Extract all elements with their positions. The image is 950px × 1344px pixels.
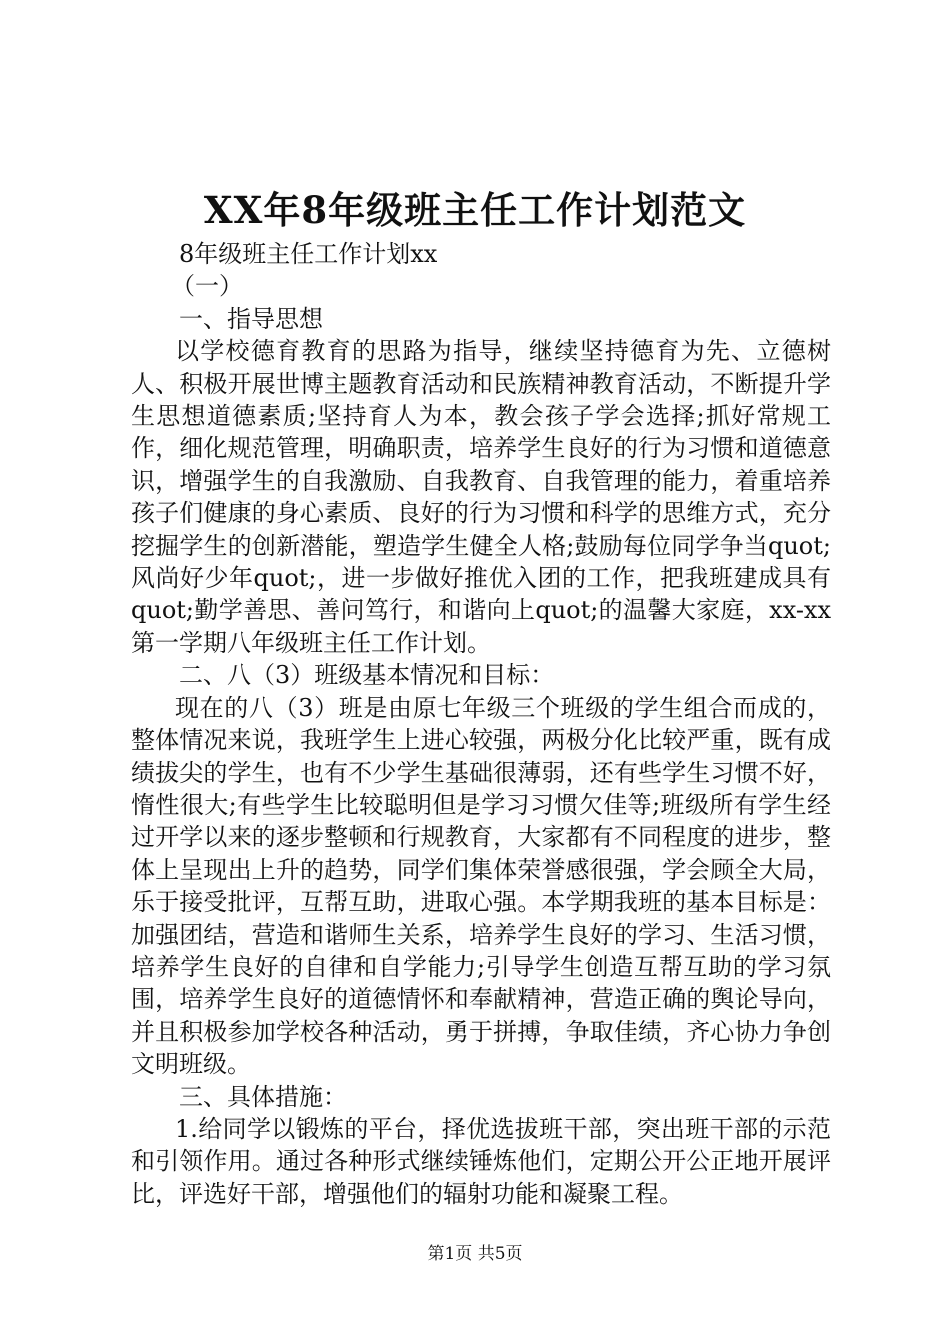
heading-guiding-ideology: 一、指导思想 [179,304,323,333]
paragraph-class-situation: 现在的八（3）班是由原七年级三个班级的学生组合而成的，整体情况来说，我班学生上进心较强，两极分化比较严重，既有成绩拔尖的学生，也有不少学生基础很薄弱，还有些学生习惯不好，惰性很大;有些学生比较聪明但是学习习惯欠佳等;班级所有学生经过开学以来的逐步整顿和行规教育，大家都有不同程度的进步，整体上呈现出上升的趋势，同学们集体荣誉感很强，学会顾全大局，乐于接受批评，互帮互助，进取心强。本学期我班的基本目标是：加强团结，营造和谐师生关系，培养学生良好的学习、生活习惯，培养学生良好的自律和自学能力;引导学生创造互帮互助的学习氛围，培养学生良好的道德情怀和奉献精神，营造正确的舆论导向，并且积极参加学校各种活动，勇于拼搏，争取佳绩，齐心协力争创文明班级。 [131,693,831,1079]
page-footer: 第1页 共5页 [427,1244,523,1264]
paragraph-guiding-ideology: 以学校德育教育的思路为指导，继续坚持德育为先、立德树人、积极开展世博主题教育活动和民族精神教育活动，不断提升学生思想道德素质;坚持育人为本，教会孩子学会选择;抓好常规工作，细化规范管理，明确职责，培养学生良好的行为习惯和道德意识，增强学生的自我激励、自我教育、自我管理的能力，着重培养孩子们健康的身心素质、良好的行为习惯和科学的思维方式，充分挖掘学生的创新潜能，塑造学生健全人格;鼓励每位同学争当quot;风尚好少年quot;，进一步做好推优入团的工作，把我班建成具有quot;勤学善思、善问笃行，和谐向上quot;的温馨大家庭，xx-xx第一学期八年级班主任工作计划。 [131,337,831,657]
subtitle-line: 8年级班主任工作计划xx [179,240,438,268]
heading-class-situation: 二、八（3）班级基本情况和目标： [179,661,555,690]
document-title: XX年8年级班主任工作计划范文 [203,188,747,232]
heading-specific-measures: 三、具体措施： [179,1082,347,1111]
document-body [131,238,831,1210]
paragraph-measure-1: 1.给同学以锻炼的平台，择优选拔班干部，突出班干部的示范和引领作用。通过各种形式继续锤炼他们，定期公开公正地开展评比，评选好干部，增强他们的辐射功能和凝聚工程。 [131,1114,831,1208]
section-marker: （一） [171,272,243,301]
